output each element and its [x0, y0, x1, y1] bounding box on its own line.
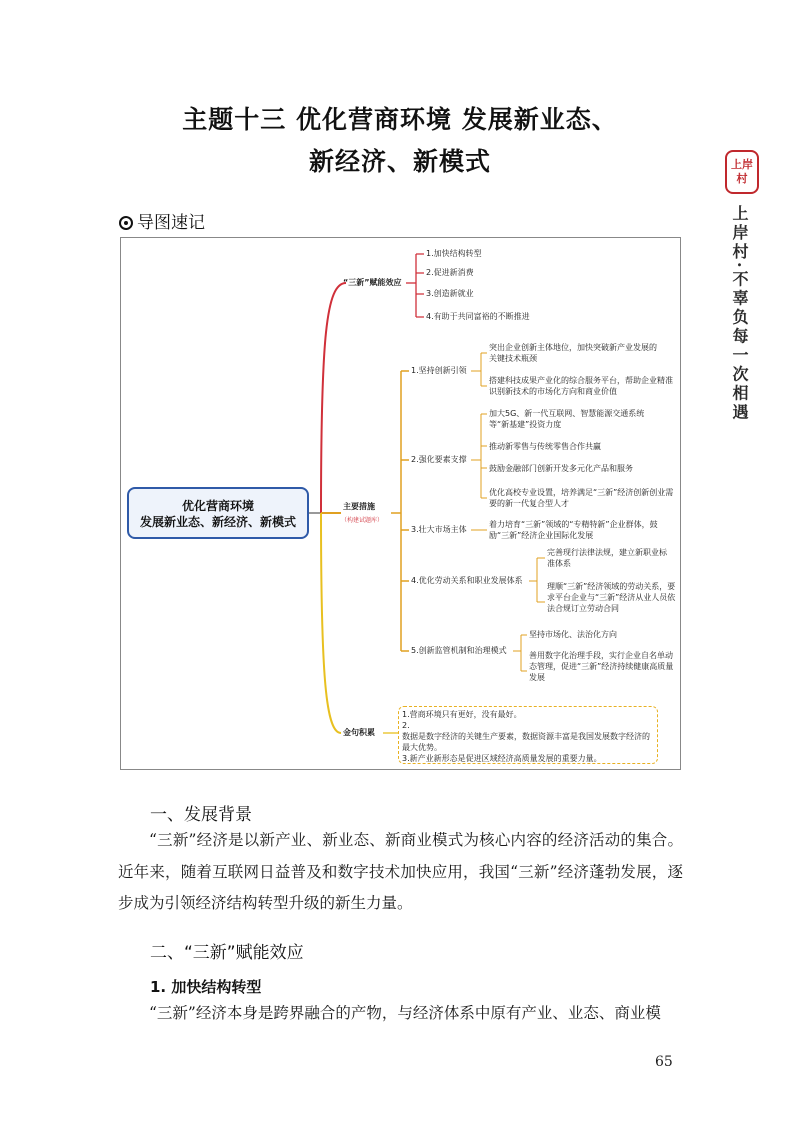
- mindmap-measure-item: 加大5G、新一代互联网、智慧能源交通系统等“新基建”投资力度: [489, 409, 645, 429]
- mindmap-heading: [119, 208, 205, 233]
- mindmap-effect-item: 4.有助于共同富裕的不断推进: [426, 312, 530, 321]
- mindmap-root-line-2: 发展新业态、新经济、新模式: [139, 515, 296, 529]
- connector-quotes: [321, 513, 341, 733]
- mindmap-branch-effect: “三新”赋能效应: [343, 278, 402, 287]
- mindmap-root: [127, 487, 309, 539]
- mindmap-effect-item: 3.创造新就业: [426, 289, 474, 298]
- mindmap-effect-item: 2.促进新消费: [426, 268, 474, 277]
- mindmap-measure-item: 善用数字化治理手段，实行企业自名单动态管理，促进“三新”经济持续健康高质量发展: [529, 651, 674, 682]
- mindmap-measure-item: 着力培育“三新”领域的“专精特新”企业群体，鼓励“三新”经济企业国际化发展: [489, 520, 658, 540]
- mindmap-branch-quotes: 金句积累: [343, 728, 375, 737]
- brand-logo: [725, 150, 759, 194]
- page-title-line-1: 主题十三 优化营商环境 发展新业态、: [182, 105, 618, 134]
- mindmap-measure-item: 搭建科技成果产业化的综合服务平台，帮助企业精准识别新技术的市场化方向和商业价值: [489, 376, 673, 396]
- mindmap-quote-item: 2.: [402, 721, 410, 730]
- mindmap-measure-group: 2.强化要素支撑: [411, 455, 467, 464]
- mindmap-measure-group: 1.坚持创新引领: [411, 366, 467, 375]
- quotes-box: [398, 706, 658, 764]
- mindmap-quote-item: 3.新产业新形态是促进区域经济高质量发展的重要力量。: [402, 754, 602, 763]
- target-icon: [119, 216, 133, 230]
- connector-effect: [321, 283, 346, 513]
- mindmap-measure-group: 3.壮大市场主体: [411, 525, 467, 534]
- mindmap-measure-group: 4.优化劳动关系和职业发展体系: [411, 576, 523, 585]
- mindmap-measure-item: 完善现行法律法规，建立新职业标准体系: [547, 548, 667, 568]
- mindmap-measure-item: 优化高校专业设置，培养满足“三新”经济创新创业需要的新一代复合型人才: [489, 488, 674, 508]
- sidebar-motto: 上岸村·不辜负每一次相遇: [730, 205, 749, 423]
- mindmap-measure-group: 5.创新监管机制和治理模式: [411, 646, 507, 655]
- section-heading-background: 一、发展背景: [150, 805, 252, 825]
- mindmap-measure-item: 鼓励金融部门创新开发多元化产品和服务: [489, 464, 633, 473]
- mindmap-branch-measures-sub: （构建试题库）: [341, 517, 384, 524]
- mindmap-effect-item: 1.加快结构转型: [426, 249, 482, 258]
- mindmap-quote-item: 数据是数字经济的关键生产要素，数据资源丰富是我国发展数字经济的最大优势。: [402, 732, 650, 752]
- mindmap-quote-item: 1.营商环境只有更好，没有最好。: [402, 710, 522, 719]
- brand-logo-text: 上岸村: [731, 158, 753, 185]
- section-heading-effect: 二、“三新”赋能效应: [150, 943, 304, 963]
- paragraph-effect: “三新”经济本身是跨界融合的产物，与经济体系中原有产业、业态、商业模: [149, 1004, 661, 1022]
- mindmap-root-line-1: 优化营商环境: [181, 499, 254, 513]
- mindmap: [120, 237, 681, 770]
- mindmap-heading-label: 导图速记: [137, 213, 205, 233]
- mindmap-measure-item: 坚持市场化、法治化方向: [529, 630, 617, 639]
- mindmap-measure-item: 理顺“三新”经济领域的劳动关系，要求平台企业与“三新”经济从业人员依法合规订立劳动合同: [547, 582, 676, 613]
- page-number: 65: [655, 1054, 673, 1070]
- mindmap-branch-measures: 主要措施: [343, 502, 375, 511]
- page-title-line-2: 新经济、新模式: [308, 147, 491, 176]
- subsection-heading: 1. 加快结构转型: [150, 978, 262, 996]
- paragraph-background: “三新”经济是以新产业、新业态、新商业模式为核心内容的经济活动的集合。近年来，随着互联网日益普及和数字技术加快应用，我国“三新”经济蓬勃发展，逐步成为引领经济结构转型升级的新生力量。: [118, 831, 683, 912]
- mindmap-measure-item: 推动新零售与传统零售合作共赢: [489, 442, 601, 451]
- mindmap-measure-item: 突出企业创新主体地位，加快突破新产业发展的关键技术瓶颈: [489, 343, 657, 363]
